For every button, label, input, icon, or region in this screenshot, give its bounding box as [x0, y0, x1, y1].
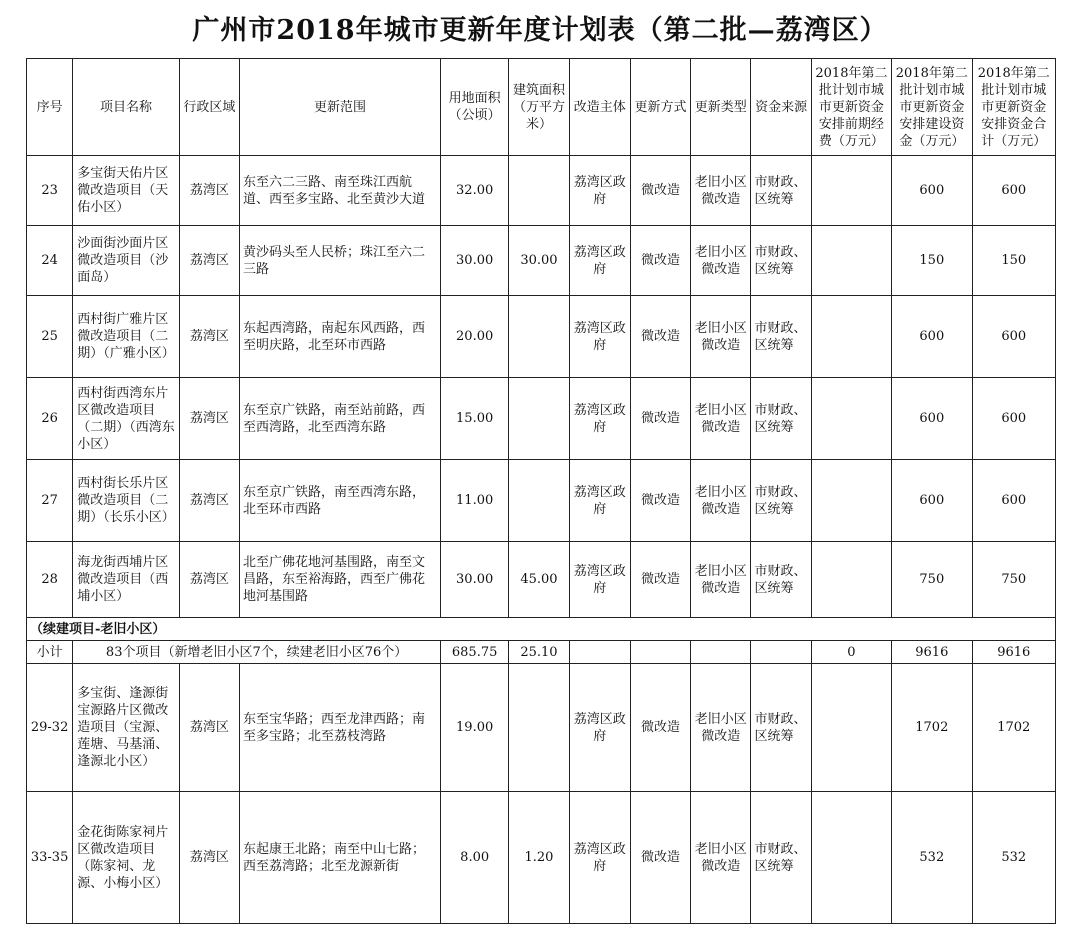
cell-prelim-fund — [811, 296, 891, 378]
cell-total-fund: 150 — [972, 226, 1055, 296]
cell-construction-fund: 600 — [892, 378, 972, 460]
cell-building-area — [509, 296, 569, 378]
cell-district: 荔湾区 — [179, 378, 239, 460]
cell-building-area — [509, 664, 569, 792]
cell-district: 荔湾区 — [179, 542, 239, 618]
cell-prelim-fund — [811, 156, 891, 226]
cell-prelim-fund — [811, 542, 891, 618]
cell-construction-fund: 600 — [892, 156, 972, 226]
cell-name: 金花街陈家祠片区微改造项目（陈家祠、龙源、小梅小区） — [73, 792, 180, 924]
cell-construction-fund: 600 — [892, 296, 972, 378]
cell-name: 西村街西湾东片区微改造项目（二期）（西湾东小区） — [73, 378, 180, 460]
cell-total-fund: 600 — [972, 296, 1055, 378]
cell-scope: 东至六二三路、南至珠江西航道、西至多宝路、北至黄沙大道 — [240, 156, 441, 226]
cell-scope: 东至京广铁路，南至西湾东路，北至环市西路 — [240, 460, 441, 542]
cell-building-area: 1.20 — [509, 792, 569, 924]
table-row — [27, 460, 1056, 542]
subtotal-prelim: 0 — [811, 641, 891, 664]
cell-subject: 荔湾区政府 — [569, 664, 630, 792]
cell-scope: 黄沙码头至人民桥；珠江至六二三路 — [240, 226, 441, 296]
table-row — [27, 664, 1056, 792]
cell-district: 荔湾区 — [179, 226, 239, 296]
table-row — [27, 156, 1056, 226]
cell-subject: 荔湾区政府 — [569, 226, 630, 296]
cell-method: 微改造 — [630, 542, 690, 618]
cell-method: 微改造 — [630, 296, 690, 378]
header-district: 行政区域 — [179, 59, 239, 156]
cell-type: 老旧小区微改造 — [691, 664, 751, 792]
cell-prelim-fund — [811, 460, 891, 542]
cell-type: 老旧小区微改造 — [691, 156, 751, 226]
cell-fund-source: 市财政、区统筹 — [751, 156, 811, 226]
cell-type: 老旧小区微改造 — [691, 792, 751, 924]
cell-scope: 北至广佛花地河基围路，南至文昌路，东至裕海路，西至广佛花地河基围路 — [240, 542, 441, 618]
group-label: （续建项目-老旧小区） — [27, 618, 1056, 641]
header-total-fund: 2018年第二批计划市城市更新资金安排资金合计（万元） — [972, 59, 1055, 156]
cell-construction-fund: 532 — [892, 792, 972, 924]
cell-type: 老旧小区微改造 — [691, 378, 751, 460]
cell-type: 老旧小区微改造 — [691, 542, 751, 618]
cell-no: 33-35 — [27, 792, 73, 924]
cell-prelim-fund — [811, 792, 891, 924]
cell-fund-source: 市财政、区统筹 — [751, 296, 811, 378]
cell-name: 沙面街沙面片区微改造项目（沙面岛） — [73, 226, 180, 296]
cell-no: 25 — [27, 296, 73, 378]
cell-land-area: 30.00 — [440, 542, 508, 618]
cell-no: 27 — [27, 460, 73, 542]
cell-fund-source: 市财政、区统筹 — [751, 792, 811, 924]
cell-type: 老旧小区微改造 — [691, 226, 751, 296]
cell-type: 老旧小区微改造 — [691, 296, 751, 378]
cell-scope: 东至宝华路；西至龙津西路；南至多宝路；北至荔枝湾路 — [240, 664, 441, 792]
cell-name: 海龙街西埔片区微改造项目（西埔小区） — [73, 542, 180, 618]
cell-building-area: 30.00 — [509, 226, 569, 296]
cell-district: 荔湾区 — [179, 156, 239, 226]
cell-method: 微改造 — [630, 664, 690, 792]
cell-scope: 东起康王北路；南至中山七路；西至荔湾路；北至龙源新街 — [240, 792, 441, 924]
cell-method: 微改造 — [630, 378, 690, 460]
cell-building-area — [509, 156, 569, 226]
cell-prelim-fund — [811, 378, 891, 460]
group-label-row — [27, 618, 1056, 641]
cell-subject: 荔湾区政府 — [569, 156, 630, 226]
header-construction-fund: 2018年第二批计划市城市更新资金安排建设资金（万元） — [892, 59, 972, 156]
cell-construction-fund: 1702 — [892, 664, 972, 792]
cell-name: 西村街广雅片区微改造项目（二期）（广雅小区） — [73, 296, 180, 378]
cell-no: 26 — [27, 378, 73, 460]
header-method: 更新方式 — [630, 59, 690, 156]
cell-no: 29-32 — [27, 664, 73, 792]
subtotal-land: 685.75 — [440, 641, 508, 664]
header-scope: 更新范围 — [240, 59, 441, 156]
header-building-area: 建筑面积（万平方米） — [509, 59, 569, 156]
table-row — [27, 542, 1056, 618]
subtotal-construct: 9616 — [892, 641, 972, 664]
cell-subject: 荔湾区政府 — [569, 378, 630, 460]
subtotal-desc: 83个项目（新增老旧小区7个，续建老旧小区76个） — [73, 641, 441, 664]
table-row — [27, 792, 1056, 924]
cell-land-area: 8.00 — [440, 792, 508, 924]
cell-subject: 荔湾区政府 — [569, 792, 630, 924]
cell-building-area — [509, 460, 569, 542]
cell-construction-fund: 150 — [892, 226, 972, 296]
cell-method: 微改造 — [630, 792, 690, 924]
cell-no: 24 — [27, 226, 73, 296]
cell-district: 荔湾区 — [179, 664, 239, 792]
cell-land-area: 19.00 — [440, 664, 508, 792]
cell-type: 老旧小区微改造 — [691, 460, 751, 542]
cell-land-area: 32.00 — [440, 156, 508, 226]
plan-table — [26, 58, 1056, 924]
cell-no: 23 — [27, 156, 73, 226]
subtotal-build: 25.10 — [509, 641, 569, 664]
cell-fund-source: 市财政、区统筹 — [751, 378, 811, 460]
header-fund-source: 资金来源 — [751, 59, 811, 156]
page-title: 广州市2018年城市更新年度计划表（第二批—荔湾区） — [192, 15, 888, 46]
cell-building-area — [509, 378, 569, 460]
header-type: 更新类型 — [691, 59, 751, 156]
subtotal-row — [27, 641, 1056, 664]
cell-fund-source: 市财政、区统筹 — [751, 542, 811, 618]
cell-total-fund: 600 — [972, 460, 1055, 542]
cell-fund-source: 市财政、区统筹 — [751, 226, 811, 296]
table-row — [27, 378, 1056, 460]
cell-total-fund: 600 — [972, 378, 1055, 460]
cell-district: 荔湾区 — [179, 460, 239, 542]
cell-total-fund: 532 — [972, 792, 1055, 924]
subtotal-total: 9616 — [972, 641, 1055, 664]
cell-land-area: 15.00 — [440, 378, 508, 460]
table-row — [27, 226, 1056, 296]
cell-no: 28 — [27, 542, 73, 618]
cell-method: 微改造 — [630, 156, 690, 226]
cell-construction-fund: 600 — [892, 460, 972, 542]
cell-total-fund: 600 — [972, 156, 1055, 226]
cell-fund-source: 市财政、区统筹 — [751, 664, 811, 792]
table-row — [27, 296, 1056, 378]
cell-subject: 荔湾区政府 — [569, 296, 630, 378]
cell-prelim-fund — [811, 226, 891, 296]
cell-name: 西村街长乐片区微改造项目（二期）（长乐小区） — [73, 460, 180, 542]
header-name: 项目名称 — [73, 59, 180, 156]
header-prelim-fund: 2018年第二批计划市城市更新资金安排前期经费（万元） — [811, 59, 891, 156]
cell-scope: 东起西湾路，南起东风西路，西至明庆路，北至环市西路 — [240, 296, 441, 378]
cell-subject: 荔湾区政府 — [569, 460, 630, 542]
cell-method: 微改造 — [630, 460, 690, 542]
cell-prelim-fund — [811, 664, 891, 792]
cell-method: 微改造 — [630, 226, 690, 296]
cell-building-area: 45.00 — [509, 542, 569, 618]
cell-land-area: 20.00 — [440, 296, 508, 378]
cell-land-area: 30.00 — [440, 226, 508, 296]
header-no: 序号 — [27, 59, 73, 156]
cell-fund-source: 市财政、区统筹 — [751, 460, 811, 542]
cell-scope: 东至京广铁路，南至站前路，西至西湾路，北至西湾东路 — [240, 378, 441, 460]
cell-name: 多宝街天佑片区微改造项目（天佑小区） — [73, 156, 180, 226]
cell-construction-fund: 750 — [892, 542, 972, 618]
header-land-area: 用地面积（公顷） — [440, 59, 508, 156]
cell-land-area: 11.00 — [440, 460, 508, 542]
subtotal-label: 小计 — [27, 641, 73, 664]
cell-district: 荔湾区 — [179, 792, 239, 924]
cell-district: 荔湾区 — [179, 296, 239, 378]
cell-subject: 荔湾区政府 — [569, 542, 630, 618]
cell-total-fund: 1702 — [972, 664, 1055, 792]
header-subject: 改造主体 — [569, 59, 630, 156]
cell-name: 多宝街、逢源街宝源路片区微改造项目（宝源、莲塘、马基涌、逢源北小区） — [73, 664, 180, 792]
cell-total-fund: 750 — [972, 542, 1055, 618]
header-row — [27, 59, 1056, 156]
